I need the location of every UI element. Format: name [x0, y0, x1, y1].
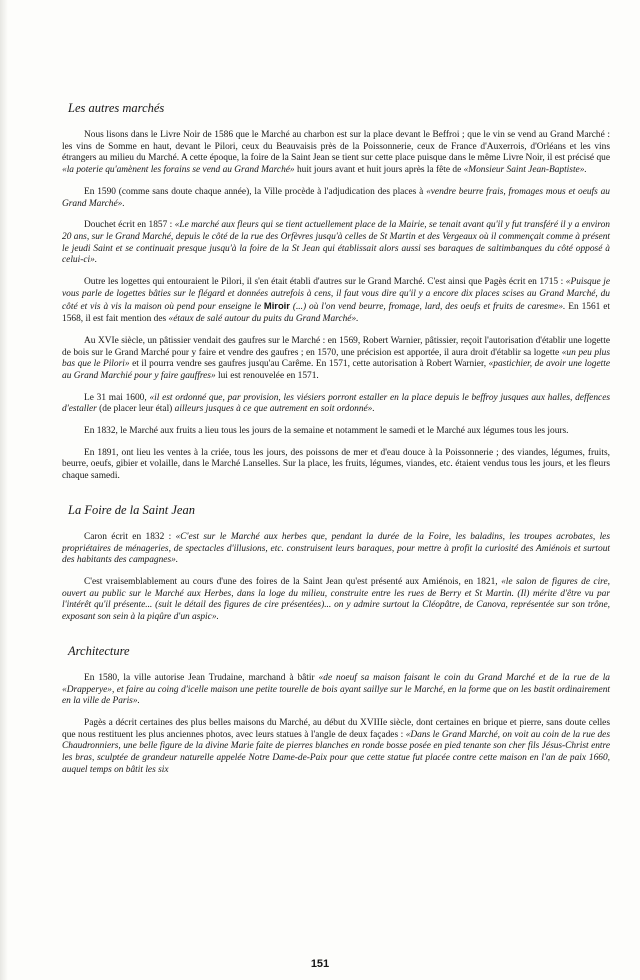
text-run: Le 31 mai 1600, [84, 392, 150, 403]
text-run: huit jours avant et huit jours après la fête de [294, 165, 464, 176]
italic-run: «de noeuf sa maison faisant le coin du Grand Marché et de la rue de la «Drapperye», et faire au coing d'icelle maison une petite tourelle de bois ayant saillye sur le Marché, en la forme que on les bastit ordinairement en la ville de Paris». [62, 672, 610, 707]
italic-run: «il est ordonné que, par provision, les viésiers porront estaller en la place depuis le beffroy jusques aux halles, deffences d'estaller [62, 392, 610, 415]
bold-run: Miroir [263, 300, 290, 312]
section-architecture [62, 643, 610, 777]
paragraph [62, 577, 610, 624]
italic-run: ailleurs jusques à ce que autrement en soit ordonné». [174, 404, 375, 415]
italic-run: (...) où l'on vend beurre, fromage, lard, des oeufs et fruits de caresme». [289, 302, 566, 313]
text-run: En 1590 (comme sans doute chaque année), la Ville procède à l'adjudication des places à [84, 186, 427, 197]
text-run: Caron écrit en 1832 : [84, 531, 176, 542]
page-edge-shadow [0, 0, 8, 980]
paragraph [62, 673, 610, 708]
section-heading: La Foire de la Saint Jean [68, 502, 195, 517]
text-run: C'est vraisemblablement au cours d'une des foires de la Saint Jean qu'est présenté aux Amiénois, en 1821, [84, 576, 502, 587]
text-run: En 1580, la ville autorise Jean Trudaine, marchand à bâtir [84, 672, 319, 683]
paragraph [62, 426, 610, 438]
italic-run: «vendre beurre frais, fromages mous et oeufs au Grand Marché». [62, 186, 610, 209]
text-run: et il pourra vendre ses gaufres jusqu'au Carême. En 1571, cette autorisation à Robert Warnier, [129, 359, 489, 370]
section-foire-saint-jean [62, 502, 610, 624]
paragraph [62, 336, 610, 383]
paragraph [62, 277, 610, 326]
paragraph [62, 130, 610, 177]
paragraph [62, 718, 610, 777]
text-run: Nous lisons dans le Livre Noir de 1586 que le Marché au charbon est sur la place devant le Beffroi ; que le vin se vend au Grand Marché : les vins de Somme en haut, devant le Pilori, ceux du Beauvaisis près de la Poissonnerie, ceux de France d'Auxerrois, d'Orléans et les vins étrangers au milieu du Marché. A cette époque, la foire de la Saint Jean se tient sur cette place puisque dans le même Livre Noir, il est précisé que [62, 130, 610, 164]
text-run: En 1832, le Marché aux fruits a lieu tous les jours de la semaine et notamment le samedi et le Marché aux légumes tous les jours. [84, 426, 569, 437]
paragraph [62, 187, 610, 210]
page-number: 151 [310, 958, 330, 970]
text-run: lui est renouvelée en 1571. [215, 370, 319, 381]
italic-run: «Dans le Grand Marché, on voit au coin de la rue des Chaudronniers, une belle figure de la divine Marie faite de pierres blanches en ronde bosse posée en pied tenante son cher fils Jésus-Christ entre les bras, sculptée de grandeur naturelle appelée Notre Dame-de-Paix pour que cette statue fut placée contre cette maison en l'an de paix 1660, auquel temps on bâtit les six [62, 729, 610, 775]
text-run: Pagès a décrit certaines des plus belles maisons du Marché, au début du XVIIIe siècle, dont certaines en brique et pierre, sans doute celles que nous restituent les plus anciennes photos, avec leurs statues à l'angle de deux façades : [62, 717, 610, 740]
text-run: (de placer leur étal) [96, 404, 175, 415]
italic-run: «Puisque je vous parle de logettes bâties sur le flégard et données autrefois à cens, il faut vous dire qu'il y a encore dix places scises au Grand Marché, du côté et vis à vis la maison où pend pour enseigne le [62, 277, 610, 313]
italic-run: «le salon de figures de cire, ouvert au public sur le Marché aux Herbes, dans la loge du milieu, construite entre les rues de Berry et St Martin. (Il) mérite d'être vu par l'intérêt qu'il présente... (suit le détail des figures de cire présentées)... on y admire surtout la Cléopâtre, de Canova, représentée sur son trône, exposant son sein à la piqûre d'un aspic». [62, 576, 610, 623]
text-run: En 1891, ont lieu les ventes à la criée, tous les jours, des poissons de mer et d'eau douce à la Poissonnerie ; des viandes, légumes, fruits, beurre, oeufs, gibier et volaille, dans le Marché Lanselles. Sur la place, les fruits, légumes, viandes, etc. étaient vendus tous les jours, et les fleurs chaque samedi. [62, 447, 610, 482]
section-heading: Les autres marchés [68, 101, 165, 115]
section-autres-marches [62, 100, 610, 483]
italic-run: «C'est sur le Marché aux herbes que, pendant la durée de la Foire, les baladins, les troupes acrobates, les propriétaires de ménageries, de spectacles d'illusions, etc. construisent leurs baraques, pour mettre à profit la curiosité des Amiénois et surtout des habitants des campagnes». [62, 531, 610, 566]
italic-run: «Le marché aux fleurs qui se tient actuellement place de la Mairie, se tenait avant qu'il y fut transféré il y a environ 20 ans, sur le Grand Marché, depuis le côté de la rue des Orfèvres jusqu'à celles de St Martin et des Vergeaux où il commençait comme à présent le jeudi Saint et se continuait presque jusqu'à la foire de la St Jean qui établissait alors aussi ses baraques de saltimbanques du côté opposé à celui-ci». [62, 220, 610, 266]
paragraph [62, 220, 610, 267]
text-run: Au XVIe siècle, un pâtissier vendait des gaufres sur le Marché : en 1569, Robert Warnier, pâtissier, reçoit l'autorisation d'établir une logette de bois sur le Grand Marché pour y faire et vendre des gaufres ; en 1570, une précision est apportée, il aura droit d'établir sa logette [62, 335, 610, 358]
italic-run: «étaux de salé autour du puits du Grand Marché». [168, 314, 359, 325]
italic-run: «Monsieur Saint Jean-Baptiste». [463, 165, 587, 176]
page-content [62, 100, 610, 786]
italic-run: «pastichier, de avoir une logette au Grand Marchié pour y faire gauffres» [62, 359, 610, 381]
section-heading: Architecture [68, 643, 130, 658]
text-run: En 1561 et 1568, il est fait mention des [62, 302, 610, 325]
paragraph [62, 532, 610, 567]
section-spacer [62, 634, 610, 643]
italic-run: «un peu plus bas que le Pilori» [62, 347, 610, 370]
paragraph [62, 393, 610, 416]
italic-run: «la poterie qu'amènent les forains se vend au Grand Marché» [62, 165, 295, 176]
section-spacer [62, 493, 610, 502]
text-run: Douchet écrit en 1857 : [84, 220, 175, 231]
paragraph [62, 448, 610, 483]
text-run: Outre les logettes qui entouraient le Pilori, il s'en était établi d'autres sur le Grand Marché. C'est ainsi que Pagès écrit en 1715 : [84, 277, 566, 288]
